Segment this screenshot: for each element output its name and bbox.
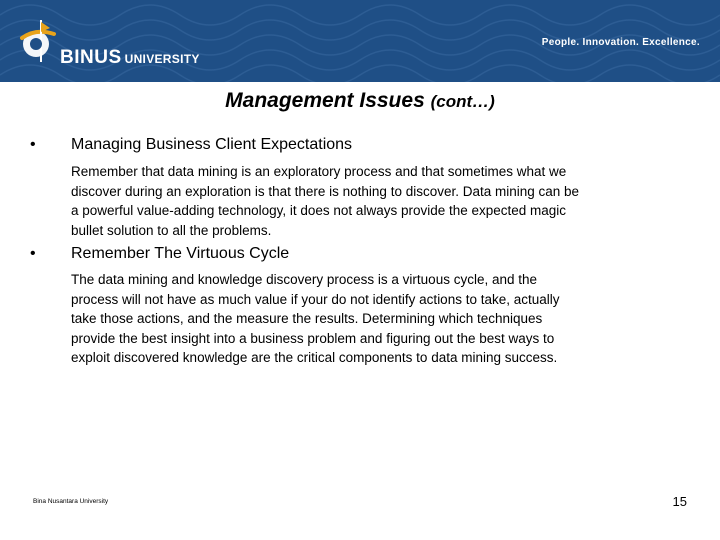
paragraph-line: The data mining and knowledge discovery process is a virtuous cycle, and the xyxy=(71,272,538,287)
paragraph-line: discover during an exploration is that there is nothing to discover. Data mining can be xyxy=(71,183,580,199)
page-number: 15 xyxy=(672,494,687,509)
logo-main-text: BINUS xyxy=(60,47,122,68)
paragraph-line: take those actions, and the measure the results. Determining which techniques xyxy=(71,311,543,326)
paragraph-line: Remember that data mining is an exploratory process and that sometimes what we xyxy=(71,164,567,179)
tagline: People. Innovation. Excellence. xyxy=(541,37,700,48)
slide-header xyxy=(0,0,720,82)
bullet-marker: • xyxy=(30,136,36,153)
binus-logo[interactable] xyxy=(14,14,214,74)
bullet-heading: Managing Business Client Expectations xyxy=(71,136,353,153)
paragraph-line: bullet solution to all the problems. xyxy=(71,222,272,238)
logo-sub-text: UNIVERSITY xyxy=(124,52,200,66)
bullet-paragraph xyxy=(71,270,691,368)
slide-title-text: Management Issues xyxy=(225,89,425,112)
paragraph-line: a powerful value-adding technology, it does not always provide the expected magic xyxy=(71,203,567,218)
paragraph-line: process will not have as much value if your do not identify actions to take, actually xyxy=(71,291,560,307)
footer-institution: Bina Nusantara University xyxy=(33,498,109,505)
paragraph-line: exploit discovered knowledge are the critical components to data mining success. xyxy=(71,350,558,365)
slide-title-suffix: (cont…) xyxy=(430,92,495,111)
bullet-paragraph xyxy=(71,162,691,240)
bullet-marker: • xyxy=(30,245,36,262)
paragraph-line: provide the best insight into a business problem and figuring out the best ways to xyxy=(71,330,555,346)
bullet-heading: Remember The Virtuous Cycle xyxy=(71,245,290,262)
slide-title xyxy=(0,89,720,113)
logo-wordmark xyxy=(60,47,200,69)
